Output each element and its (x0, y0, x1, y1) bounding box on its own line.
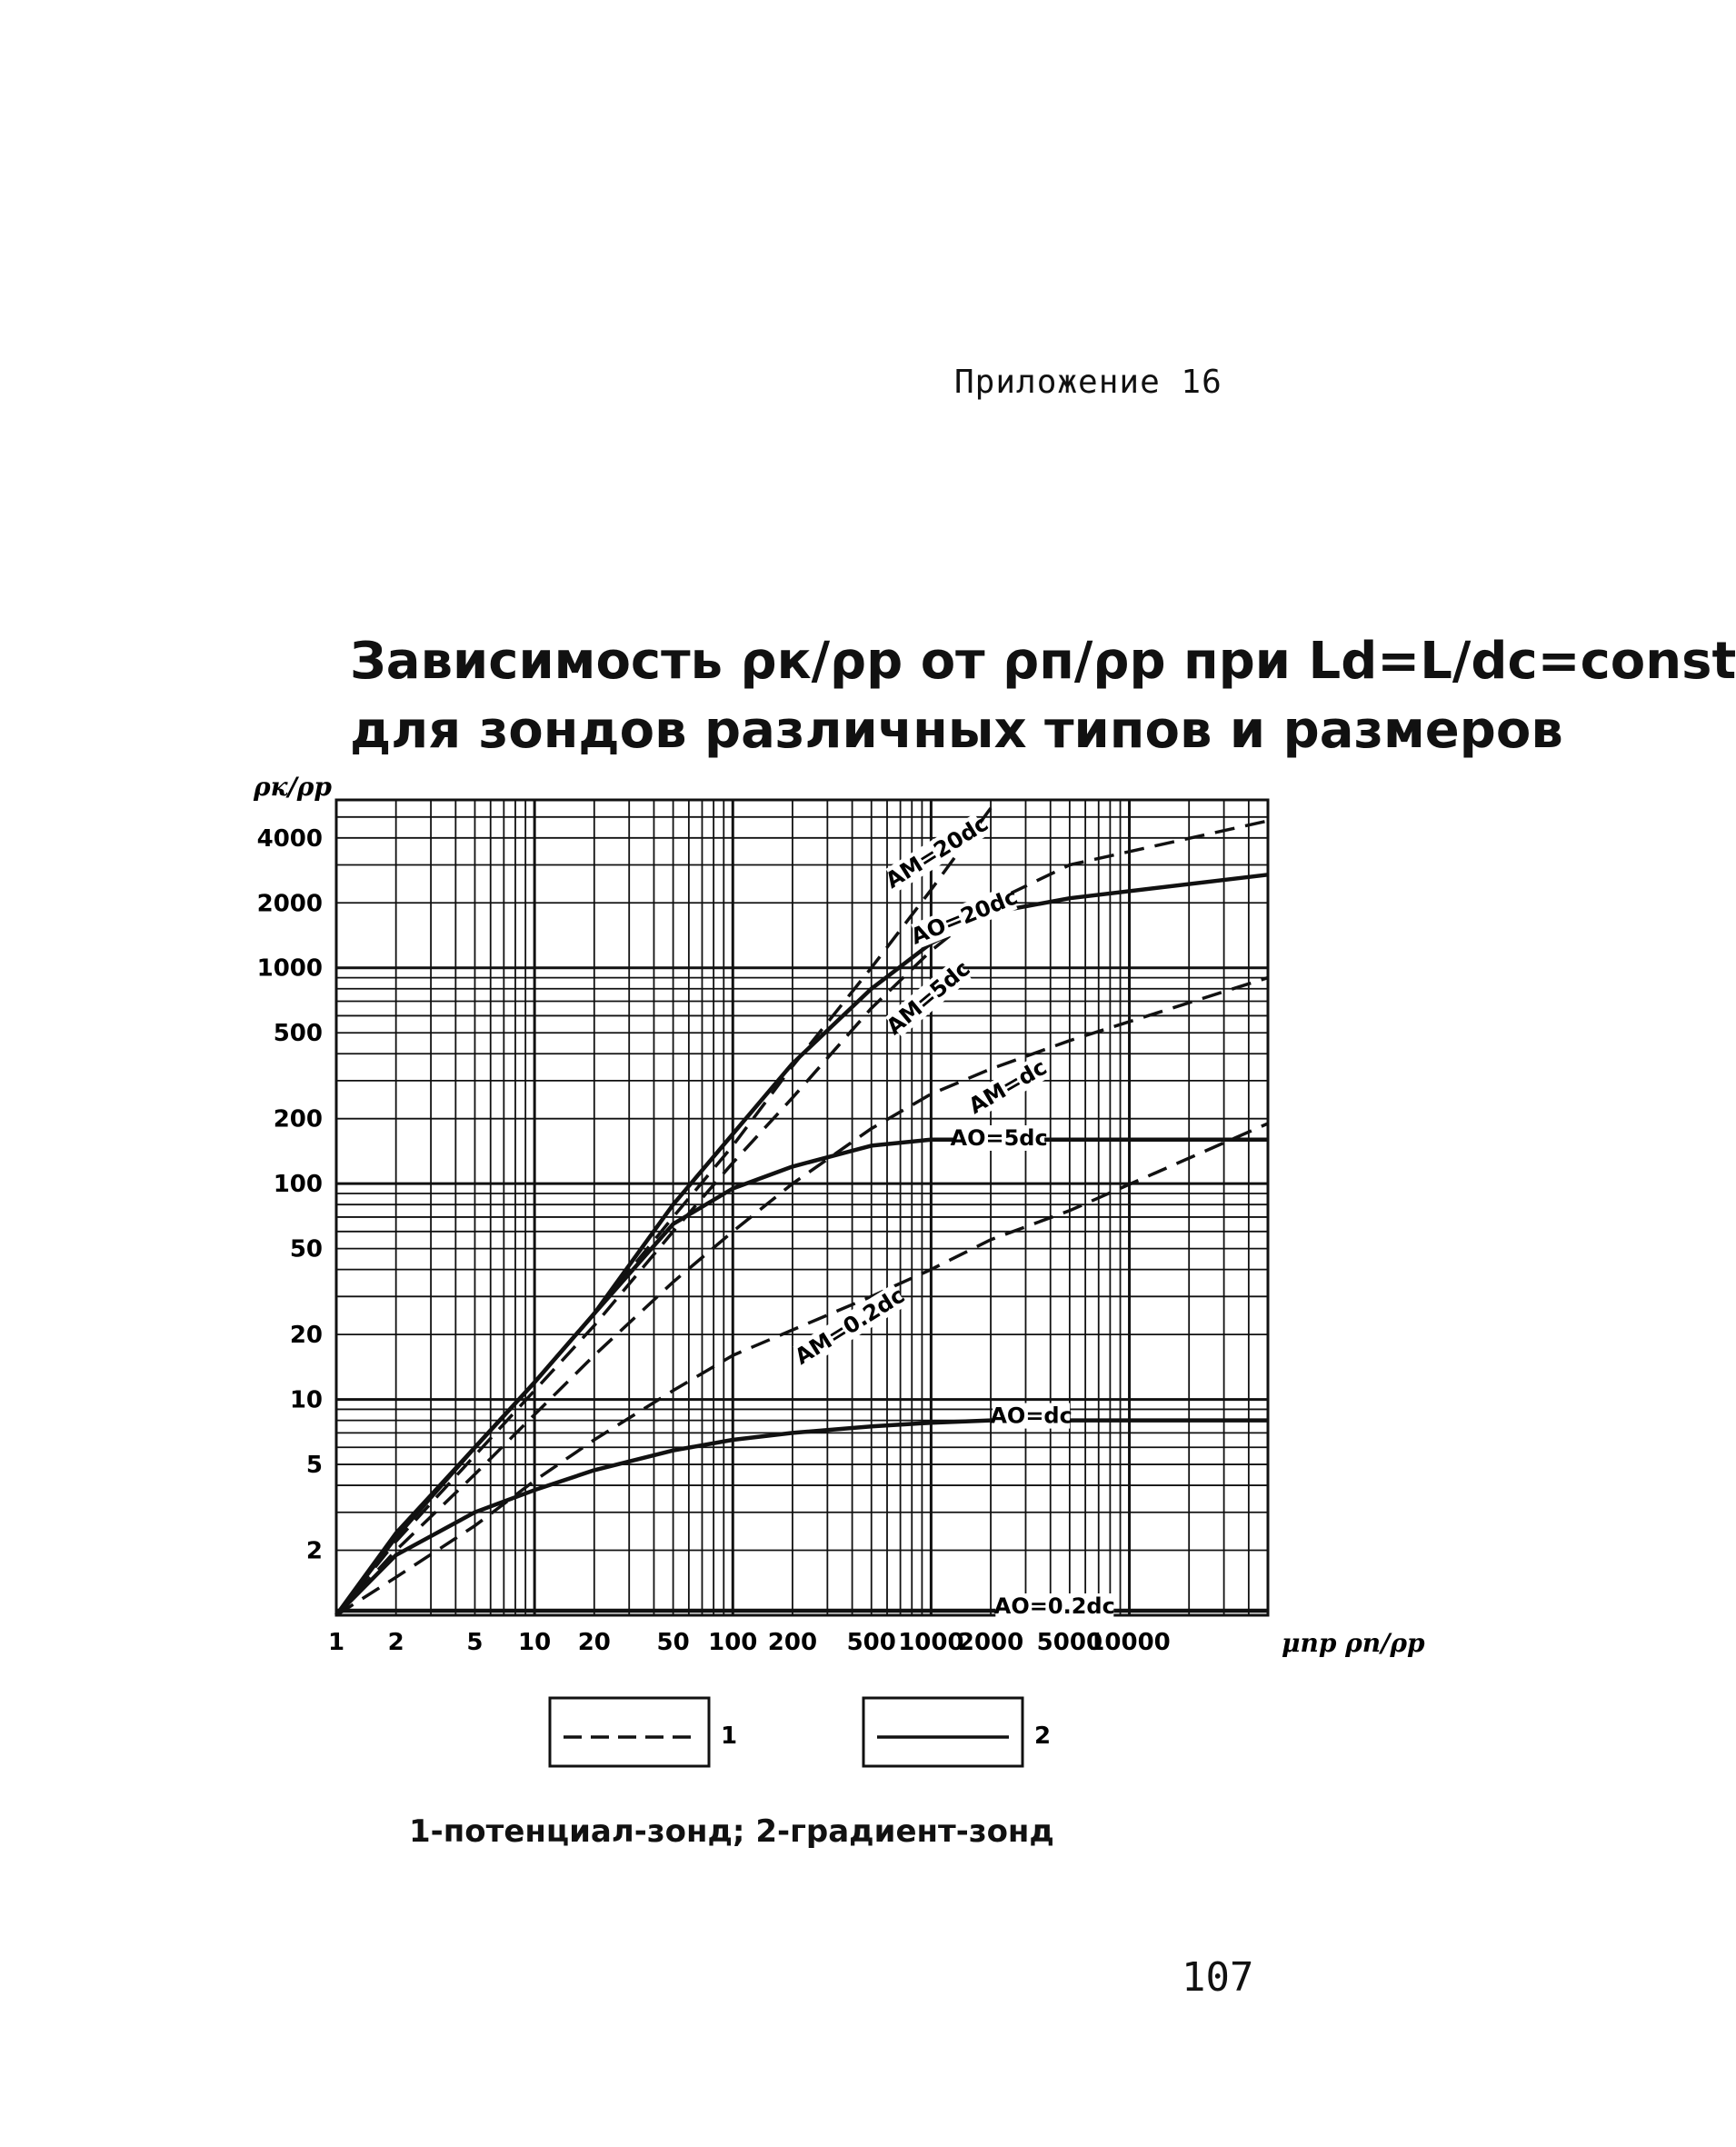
series-label: AM=20dc (881, 810, 993, 894)
series-label: AO=0.2dc (993, 1593, 1115, 1619)
y-tick-label: 500 (273, 1020, 323, 1048)
x-tick-label: 5 (466, 1629, 484, 1656)
series-label-group (791, 1283, 910, 1370)
series-label-group (990, 1403, 1073, 1429)
x-tick-label: 2 (387, 1629, 404, 1656)
series-label: AM=dc (964, 1054, 1052, 1120)
y-tick-label: 5 (305, 1452, 323, 1480)
legend-key-1: 1 (721, 1723, 738, 1750)
series-label: AO=dc (990, 1403, 1073, 1429)
y-tick-label: 1000 (256, 954, 323, 983)
y-axis-label: ρк/ρр (254, 772, 332, 802)
x-tick-label: 10000 (1088, 1629, 1171, 1656)
series-label-layer (791, 811, 1115, 1619)
y-tick-label: 100 (273, 1171, 323, 1199)
chart-grid (336, 800, 1268, 1615)
x-tick-label: 10 (518, 1629, 552, 1656)
chart-title-line: Зависимость ρк/ρр от ρп/ρр при Ld=L/dc=const (350, 632, 1736, 691)
y-tick-label: 2 (305, 1537, 323, 1565)
legend-box-2 (863, 1698, 1023, 1766)
x-tick-label: 1000 (898, 1629, 964, 1656)
x-tick-label: 1 (327, 1629, 345, 1656)
appendix-heading: Приложение 16 (954, 364, 1222, 401)
legend-layer (550, 1698, 1051, 1766)
series-label: AM=5dc (881, 955, 975, 1040)
y-tick-label: 10 (289, 1386, 323, 1414)
y-tick-label: 2000 (256, 890, 323, 918)
x-tick-label: 50 (656, 1629, 690, 1656)
series-label: AO=20dc (907, 884, 1022, 950)
x-tick-label: 2000 (957, 1629, 1024, 1656)
page-number: 107 (1182, 1954, 1254, 2001)
x-axis-label: μпр ρп/ρр (1282, 1628, 1425, 1658)
legend-caption: 1-потенциал-зонд; 2-градиент-зонд (409, 1813, 1054, 1850)
series-label-group (907, 884, 1021, 949)
series-label-group (950, 1125, 1047, 1151)
x-tick-label: 20 (577, 1629, 611, 1656)
legend-box-1 (550, 1698, 709, 1766)
legend-key-2: 2 (1034, 1723, 1052, 1750)
x-tick-label: 100 (708, 1629, 758, 1656)
series-label: AO=5dc (950, 1125, 1048, 1151)
x-tick-label: 5000 (1036, 1629, 1103, 1656)
chart-subtitle: для зондов различных типов и размеров (350, 700, 1563, 760)
y-tick-label: 50 (289, 1235, 323, 1263)
y-tick-label: 200 (273, 1105, 323, 1133)
series-label-group (881, 811, 993, 894)
y-tick-label: 20 (289, 1322, 323, 1350)
x-tick-label: 200 (767, 1629, 818, 1656)
y-tick-label: 4000 (256, 824, 323, 853)
series-label: AM=0.2dc (790, 1282, 910, 1370)
series-label-group (994, 1593, 1115, 1619)
x-tick-label: 500 (846, 1629, 896, 1656)
